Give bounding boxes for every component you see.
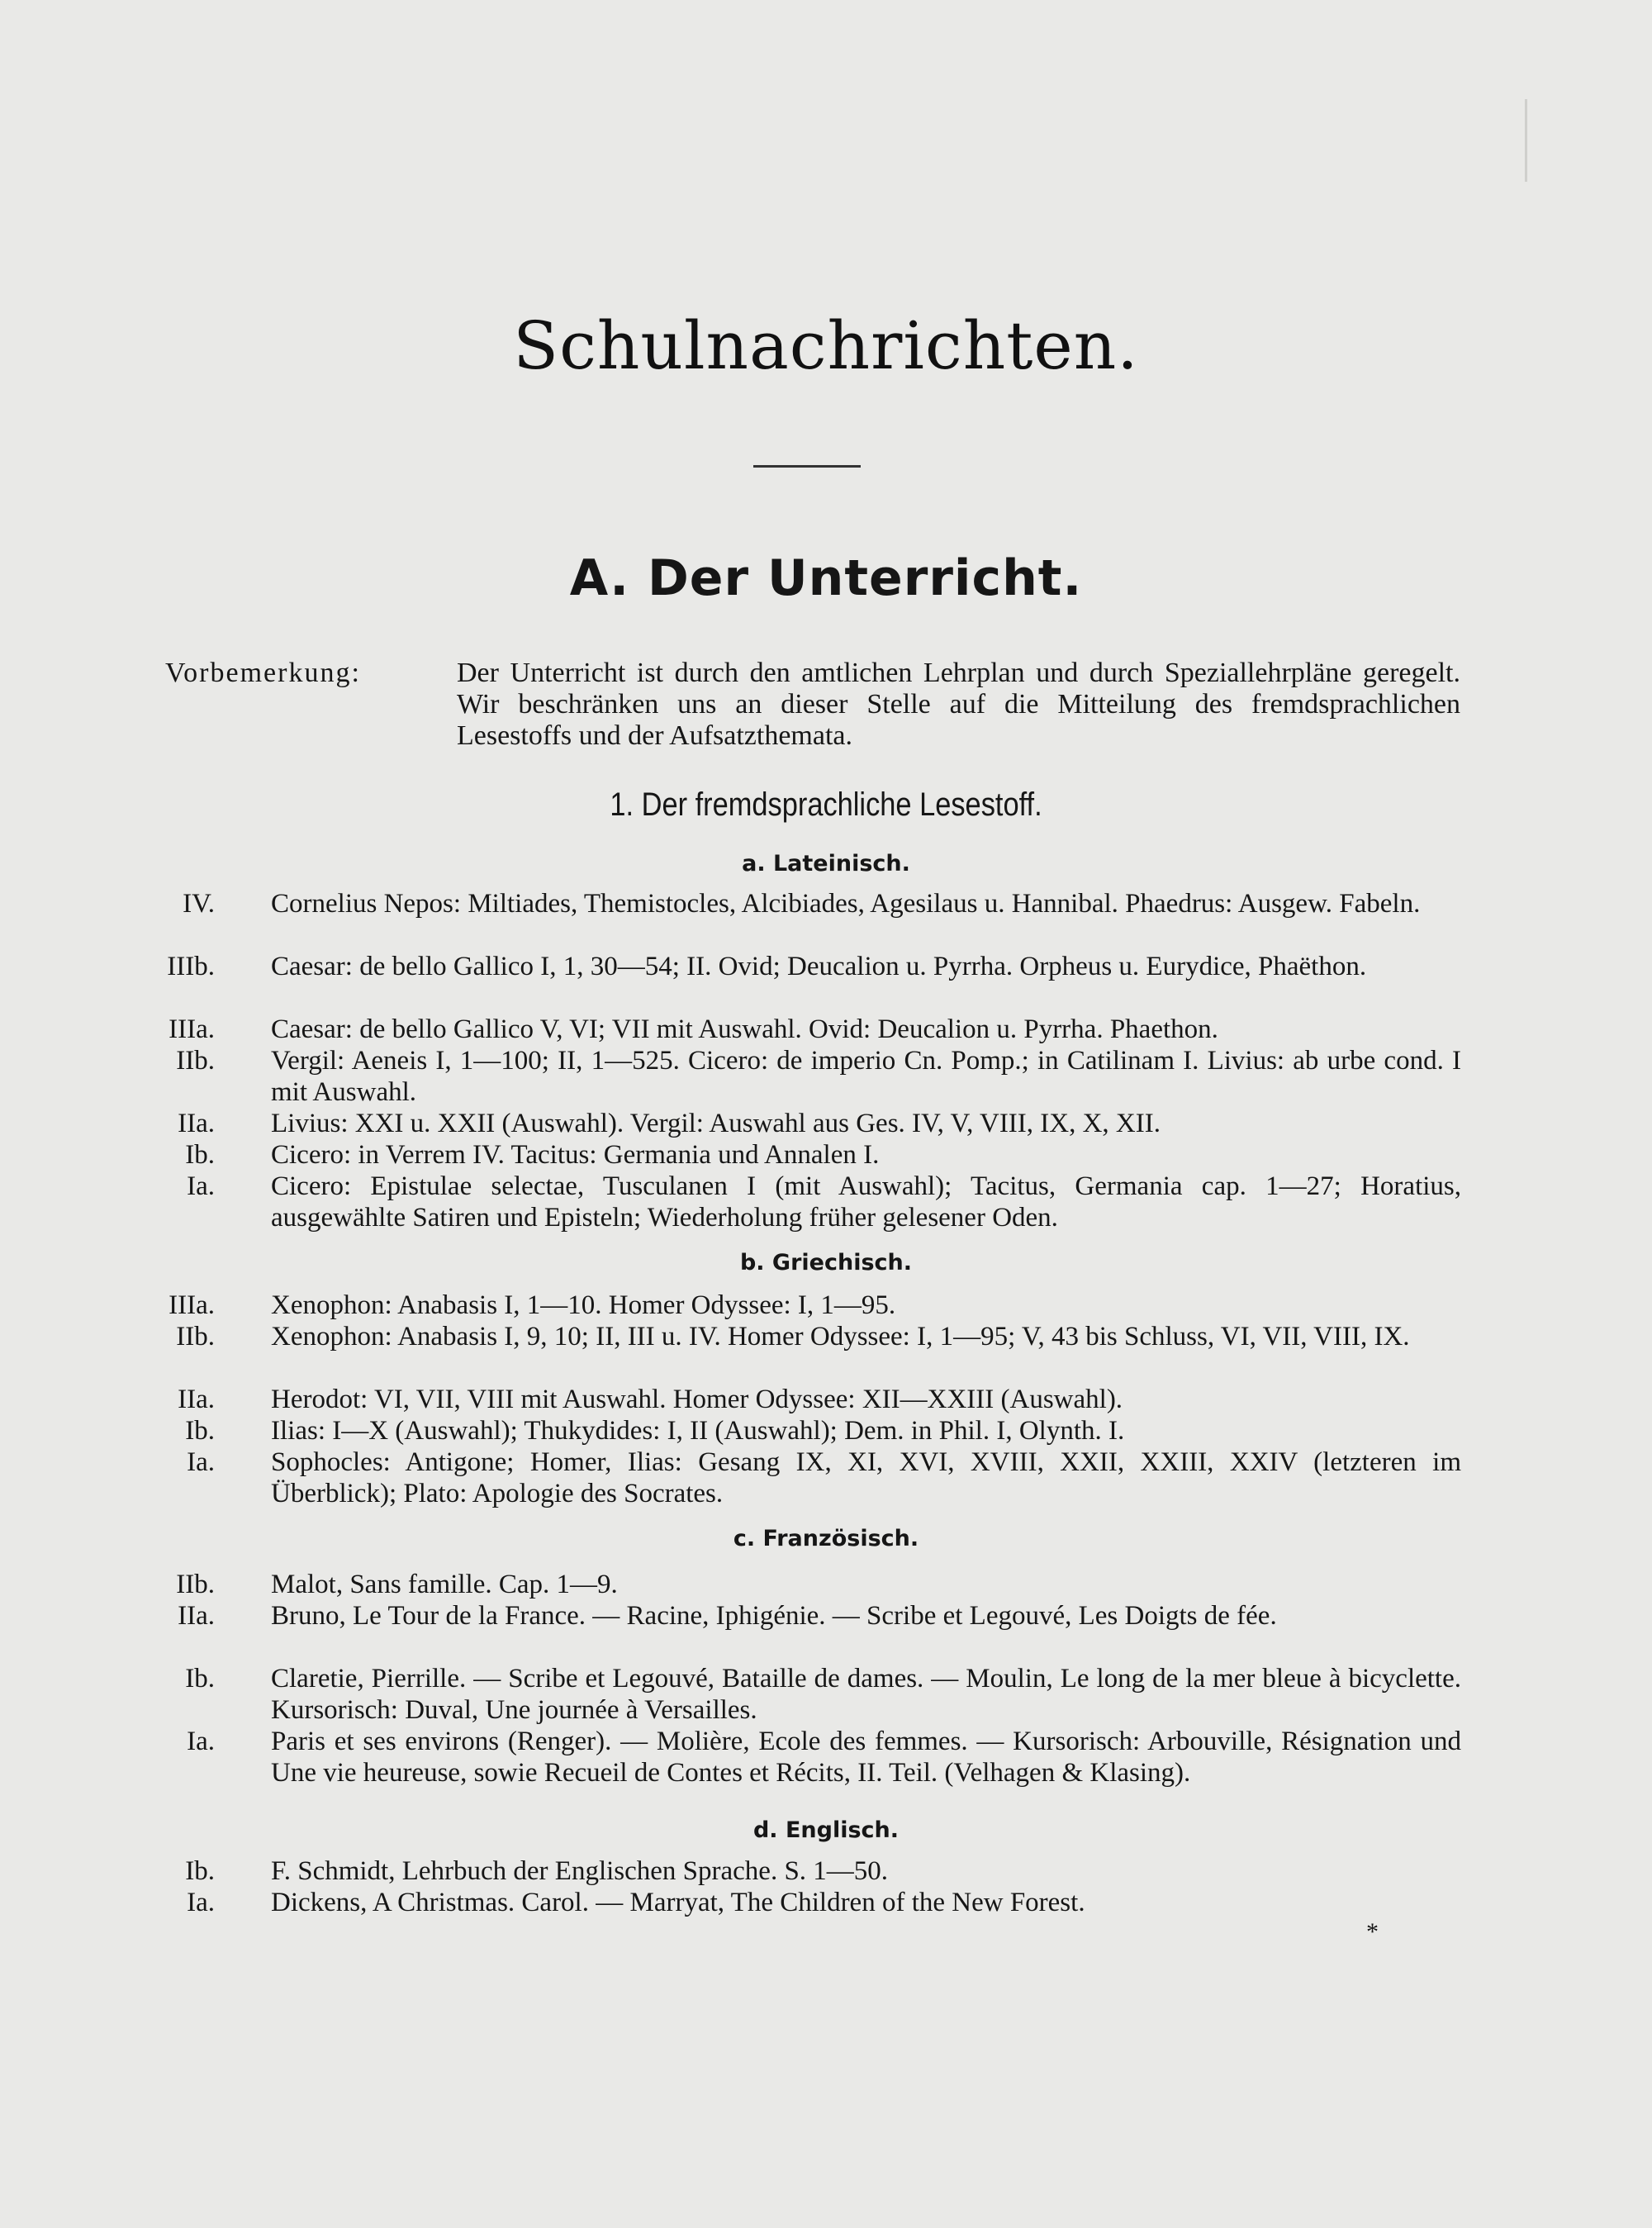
reading-text: Ilias: I—X (Auswahl); Thukydides: I, II (Auswahl); Dem. in Phil. I, Olynth. I.: [271, 1416, 1125, 1446]
reading-text: Paris et ses environs (Renger). — Molière, Ecole des femmes. — Kursorisch: Arbouville, Résignation und Une vie heureuse, sowie Recueil de Contes et Récits, II. Teil. (Velhagen & Klasing).: [271, 1727, 1461, 1788]
section-heading: A. Der Unterricht.: [569, 549, 1083, 607]
class-label: IIb.: [176, 1570, 215, 1599]
reading-text: Bruno, Le Tour de la France. — Racine, Iphigénie. — Scribe et Legouvé, Les Doigts de fée.: [271, 1601, 1277, 1631]
french-heading: c. Französisch.: [733, 1526, 919, 1551]
class-label: Ib.: [185, 1856, 215, 1886]
page-edge-mark: [1525, 99, 1527, 182]
title-divider: [753, 465, 861, 468]
preface-text: Der Unterricht ist durch den amtlichen Lehrplan und durch Speziallehrpläne geregelt. Wir beschränken uns an dieser Stelle auf die Mitteilung des fremdsprachlichen Lesestoffs und der Aufsatzthemata.: [457, 658, 1460, 751]
class-label: IIa.: [178, 1109, 215, 1138]
class-label: Ia.: [187, 1727, 215, 1756]
class-label: IIa.: [178, 1385, 215, 1414]
class-label: Ib.: [185, 1664, 215, 1694]
reading-text: Vergil: Aeneis I, 1—100; II, 1—525. Cicero: de imperio Cn. Pomp.; in Catilinam I. Livius: ab urbe cond. I mit Auswahl.: [271, 1046, 1461, 1107]
reading-text: Sophocles: Antigone; Homer, Ilias: Gesang IX, XI, XVI, XVIII, XXII, XXIII, XXIV (letzteren im Überblick); Plato: Apologie des Socrates.: [271, 1447, 1461, 1508]
class-label: IIb.: [176, 1046, 215, 1076]
reading-text: Cicero: Epistulae selectae, Tusculanen I (mit Auswahl); Tacitus, Germania cap. 1—27; Horatius, ausgewählte Satiren und Episteln; Wiederholung früher gelesener Oden.: [271, 1171, 1461, 1233]
class-label: IIIb.: [167, 952, 215, 981]
reading-text: Livius: XXI u. XXII (Auswahl). Vergil: Auswahl aus Ges. IV, V, VIII, IX, X, XII.: [271, 1109, 1161, 1138]
subsection-heading: 1. Der fremdsprachliche Lesestoff.: [610, 786, 1042, 823]
class-label: Ib.: [185, 1140, 215, 1170]
class-label: IIb.: [176, 1322, 215, 1352]
class-label: IIa.: [178, 1601, 215, 1631]
english-heading: d. Englisch.: [752, 1817, 900, 1843]
reading-text: Dickens, A Christmas. Carol. — Marryat, The Children of the New Forest.: [271, 1888, 1085, 1917]
page-title: Schulnachrichten.: [513, 307, 1139, 384]
reading-text: Caesar: de bello Gallico I, 1, 30—54; II. Ovid; Deucalion u. Pyrrha. Orpheus u. Eurydice, Phaëthon.: [271, 952, 1367, 981]
reading-text: Xenophon: Anabasis I, 9, 10; II, III u. IV. Homer Odyssee: I, 1—95; V, 43 bis Schluss, VI, VII, VIII, IX.: [271, 1322, 1410, 1352]
class-label: Ia.: [187, 1447, 215, 1477]
class-label: Ib.: [185, 1416, 215, 1446]
reading-text: Claretie, Pierrille. — Scribe et Legouvé, Bataille de dames. — Moulin, Le long de la mer bleue à bicyclette. Kursorisch: Duval, Une journée à Versailles.: [271, 1664, 1461, 1725]
class-label: Ia.: [187, 1888, 215, 1917]
reading-text: Cicero: in Verrem IV. Tacitus: Germania und Annalen I.: [271, 1140, 880, 1170]
reading-text: Xenophon: Anabasis I, 1—10. Homer Odyssee: I, 1—95.: [271, 1290, 896, 1320]
reading-text: F. Schmidt, Lehrbuch der Englischen Sprache. S. 1—50.: [271, 1856, 889, 1886]
reading-text: Malot, Sans famille. Cap. 1—9.: [271, 1570, 618, 1599]
reading-text: Herodot: VI, VII, VIII mit Auswahl. Homer Odyssee: XII—XXIII (Auswahl).: [271, 1385, 1123, 1414]
reading-text: Cornelius Nepos: Miltiades, Themistocles, Alcibiades, Agesilaus u. Hannibal. Phaedrus: Ausgew. Fabeln.: [271, 889, 1421, 919]
preface-label: Vorbemerkung:: [165, 658, 361, 688]
reading-text: Caesar: de bello Gallico V, VI; VII mit Auswahl. Ovid: Deucalion u. Pyrrha. Phaethon.: [271, 1014, 1218, 1044]
greek-heading: b. Griechisch.: [739, 1250, 913, 1276]
footer-asterisk: *: [1366, 1918, 1379, 1945]
class-label: IIIa.: [169, 1014, 215, 1044]
class-label: IIIa.: [169, 1290, 215, 1320]
latin-heading: a. Lateinisch.: [742, 851, 910, 876]
class-label: Ia.: [187, 1171, 215, 1201]
class-label: IV.: [183, 889, 215, 919]
